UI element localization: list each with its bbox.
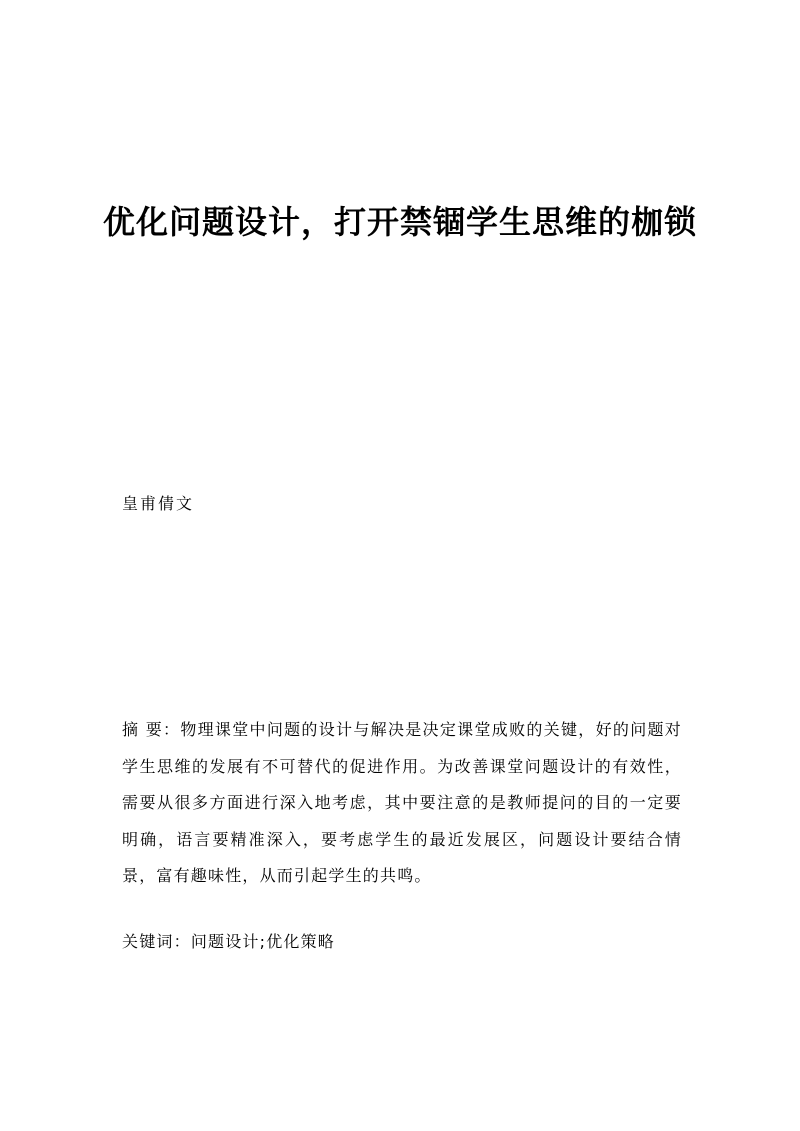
keywords-text: 问题设计;优化策略 [190,932,336,951]
paper-title: 优化问题设计，打开禁锢学生思维的枷锁 [102,203,697,241]
author-name: 皇甫倩文 [122,494,195,513]
keywords-label: 关键词： [122,932,191,951]
abstract-text: 物理课堂中问题的设计与解决是决定课堂成败的关键，好的问题对学生思维的发展有不可替代的促进作用。为改善课堂问题设计的有效性，需要从很多方面进行深入地考虑，其中要注意的是教师提问的目的一定要明确，语言要精准深入，要考虑学生的最近发展区，问题设计要结合情景，富有趣味性，从而引起学生的共鸣。 [122,720,682,885]
abstract-label: 摘 要： [122,720,181,739]
keywords-line [122,930,335,954]
abstract-paragraph [122,712,682,895]
